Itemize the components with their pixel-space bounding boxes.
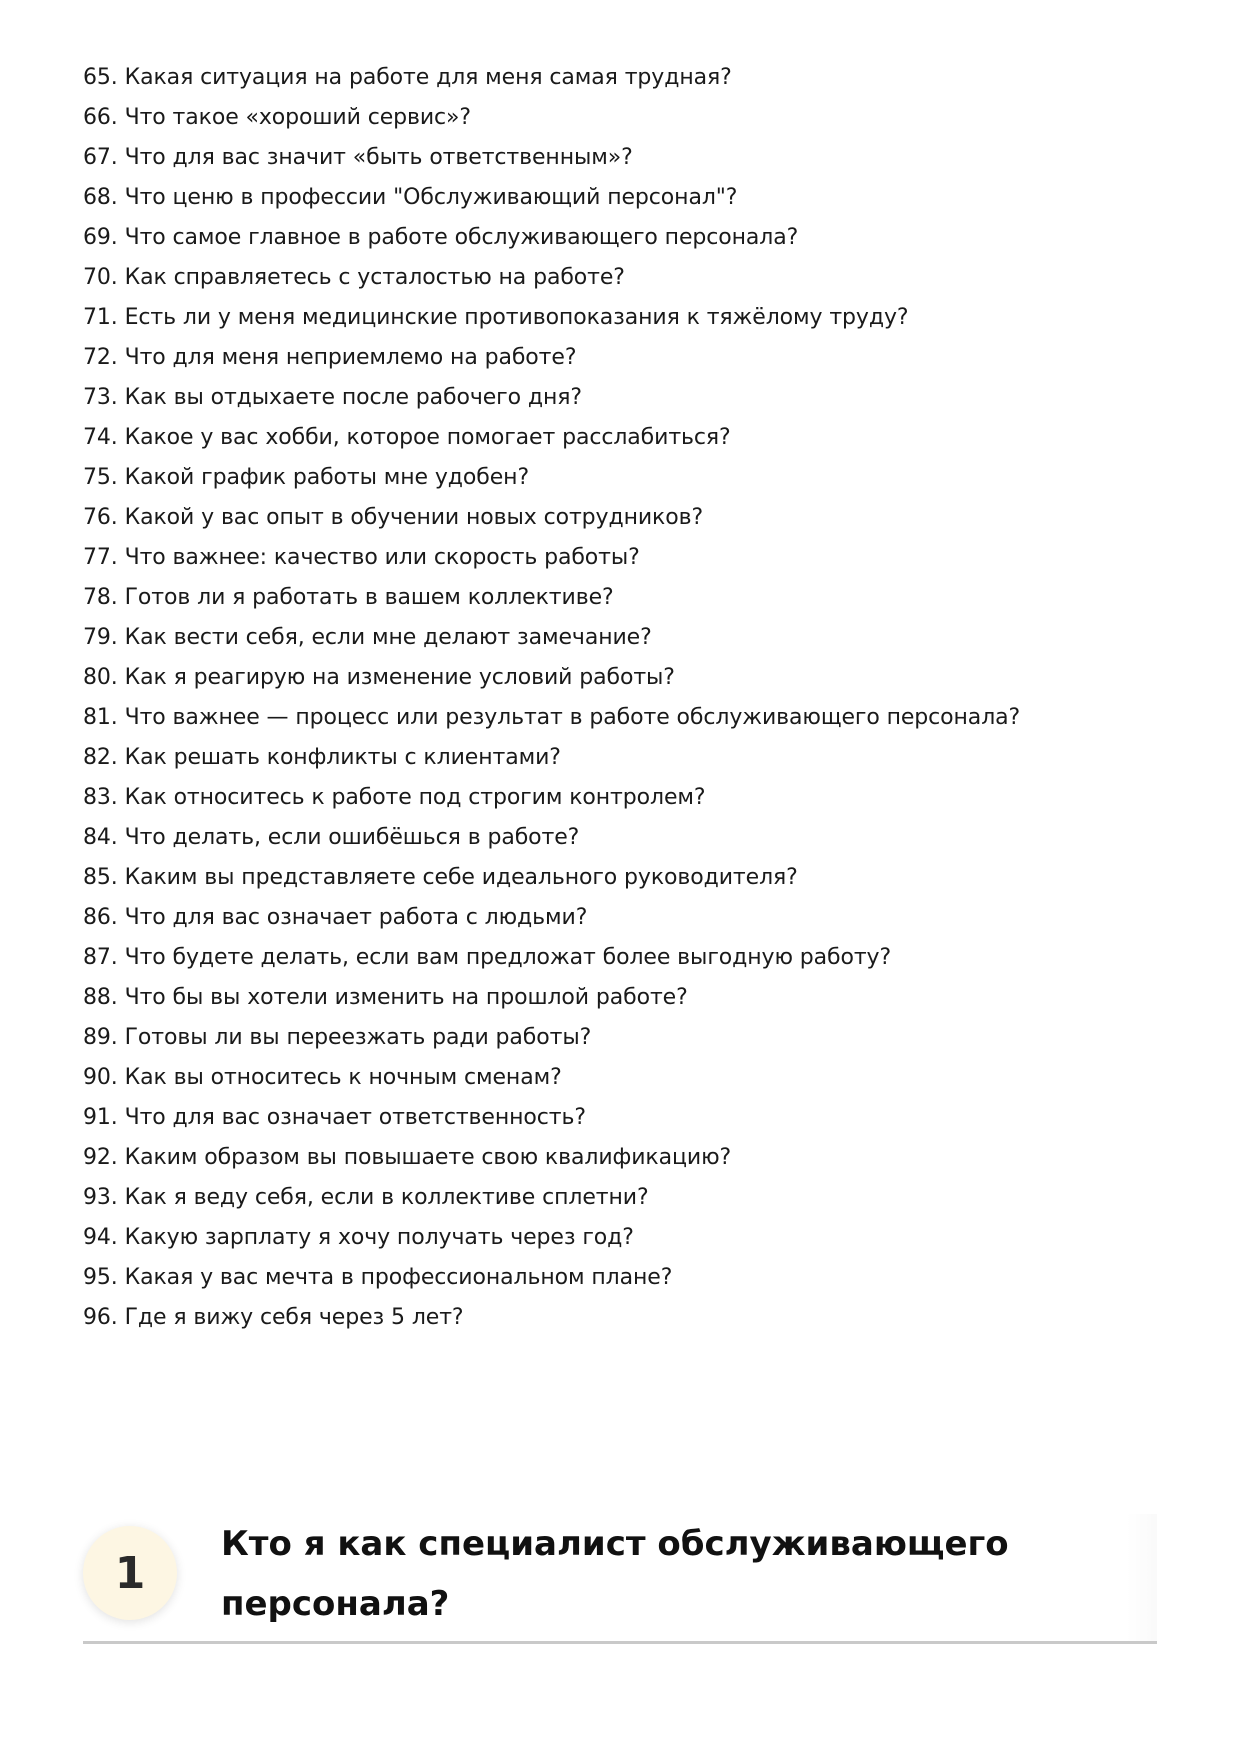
list-item — [83, 138, 1183, 178]
question-number: 85. — [83, 865, 118, 890]
question-text: Готовы ли вы переезжать ради работы? — [124, 1025, 592, 1050]
question-number: 79. — [83, 625, 118, 650]
list-item — [83, 578, 1183, 618]
question-text: Как справляетесь с усталостью на работе? — [124, 265, 625, 290]
question-number: 70. — [83, 265, 118, 290]
list-item — [83, 778, 1183, 818]
list-item — [83, 1218, 1183, 1258]
question-number: 90. — [83, 1065, 118, 1090]
section-header-card — [83, 1514, 1157, 1644]
question-number: 89. — [83, 1025, 118, 1050]
section-title: Кто я как специалист обслуживающего персонала? — [221, 1524, 1009, 1624]
question-number: 78. — [83, 585, 118, 610]
question-list — [83, 58, 1183, 1338]
list-item — [83, 1138, 1183, 1178]
question-text: Что такое «хороший сервис»? — [124, 105, 471, 130]
question-text: Что ценю в профессии "Обслуживающий персонал"? — [124, 185, 738, 210]
question-text: Какой у вас опыт в обучении новых сотрудников? — [124, 505, 704, 530]
question-text: Какая у вас мечта в профессиональном плане? — [124, 1265, 673, 1290]
question-number: 91. — [83, 1105, 118, 1130]
question-number: 94. — [83, 1225, 118, 1250]
question-text: Где я вижу себя через 5 лет? — [124, 1305, 464, 1330]
list-item — [83, 698, 1183, 738]
list-item — [83, 978, 1183, 1018]
list-item — [83, 58, 1183, 98]
list-item — [83, 938, 1183, 978]
list-item — [83, 218, 1183, 258]
question-number: 81. — [83, 705, 118, 730]
list-item — [83, 178, 1183, 218]
question-number: 86. — [83, 905, 118, 930]
list-item — [83, 858, 1183, 898]
list-item — [83, 1018, 1183, 1058]
list-item — [83, 818, 1183, 858]
list-item — [83, 418, 1183, 458]
question-text: Что для вас значит «быть ответственным»? — [124, 145, 633, 170]
question-text: Как решать конфликты с клиентами? — [124, 745, 561, 770]
list-item — [83, 98, 1183, 138]
question-number: 65. — [83, 65, 118, 90]
question-number: 83. — [83, 785, 118, 810]
question-number: 77. — [83, 545, 118, 570]
list-item — [83, 538, 1183, 578]
question-text: Что для меня неприемлемо на работе? — [124, 345, 577, 370]
question-text: Как относитесь к работе под строгим контролем? — [124, 785, 706, 810]
question-text: Что бы вы хотели изменить на прошлой работе? — [124, 985, 688, 1010]
question-text: Что для вас означает работа с людьми? — [124, 905, 588, 930]
list-item — [83, 1178, 1183, 1218]
question-text: Как я веду себя, если в коллективе сплетни? — [124, 1185, 649, 1210]
question-number: 88. — [83, 985, 118, 1010]
question-text: Как вы относитесь к ночным сменам? — [124, 1065, 562, 1090]
question-text: Готов ли я работать в вашем коллективе? — [124, 585, 614, 610]
question-text: Что делать, если ошибёшься в работе? — [124, 825, 580, 850]
list-item — [83, 898, 1183, 938]
question-number: 68. — [83, 185, 118, 210]
question-number: 96. — [83, 1305, 118, 1330]
question-number: 75. — [83, 465, 118, 490]
list-item — [83, 298, 1183, 338]
list-item — [83, 738, 1183, 778]
question-text: Как вы отдыхаете после рабочего дня? — [124, 385, 582, 410]
question-number: 72. — [83, 345, 118, 370]
question-number: 71. — [83, 305, 118, 330]
question-text: Какая ситуация на работе для меня самая трудная? — [124, 65, 732, 90]
list-item — [83, 458, 1183, 498]
list-item — [83, 338, 1183, 378]
list-item — [83, 658, 1183, 698]
list-item — [83, 258, 1183, 298]
question-text: Как вести себя, если мне делают замечание? — [124, 625, 652, 650]
question-text: Есть ли у меня медицинские противопоказания к тяжёлому труду? — [124, 305, 909, 330]
list-item — [83, 1058, 1183, 1098]
question-text: Что для вас означает ответственность? — [124, 1105, 586, 1130]
question-text: Что будете делать, если вам предложат более выгодную работу? — [124, 945, 892, 970]
question-number: 95. — [83, 1265, 118, 1290]
list-item — [83, 378, 1183, 418]
question-text: Каким вы представляете себе идеального руководителя? — [124, 865, 798, 890]
list-item — [83, 1098, 1183, 1138]
question-text: Что самое главное в работе обслуживающего персонала? — [124, 225, 799, 250]
question-number: 66. — [83, 105, 118, 130]
question-text: Какое у вас хобби, которое помогает расслабиться? — [124, 425, 731, 450]
question-number: 82. — [83, 745, 118, 770]
section-number-badge: 1 — [83, 1526, 177, 1620]
question-text: Что важнее — процесс или результат в работе обслуживающего персонала? — [124, 705, 1021, 730]
list-item — [83, 1258, 1183, 1298]
question-number: 92. — [83, 1145, 118, 1170]
question-text: Что важнее: качество или скорость работы? — [124, 545, 640, 570]
list-item — [83, 498, 1183, 538]
question-text: Какую зарплату я хочу получать через год? — [124, 1225, 634, 1250]
question-number: 84. — [83, 825, 118, 850]
list-item — [83, 618, 1183, 658]
question-number: 93. — [83, 1185, 118, 1210]
question-text: Как я реагирую на изменение условий работы? — [124, 665, 675, 690]
question-number: 74. — [83, 425, 118, 450]
question-number: 80. — [83, 665, 118, 690]
list-item — [83, 1298, 1183, 1338]
question-number: 73. — [83, 385, 118, 410]
question-number: 69. — [83, 225, 118, 250]
question-text: Каким образом вы повышаете свою квалификацию? — [124, 1145, 732, 1170]
question-number: 87. — [83, 945, 118, 970]
question-number: 76. — [83, 505, 118, 530]
question-text: Какой график работы мне удобен? — [124, 465, 530, 490]
question-number: 67. — [83, 145, 118, 170]
